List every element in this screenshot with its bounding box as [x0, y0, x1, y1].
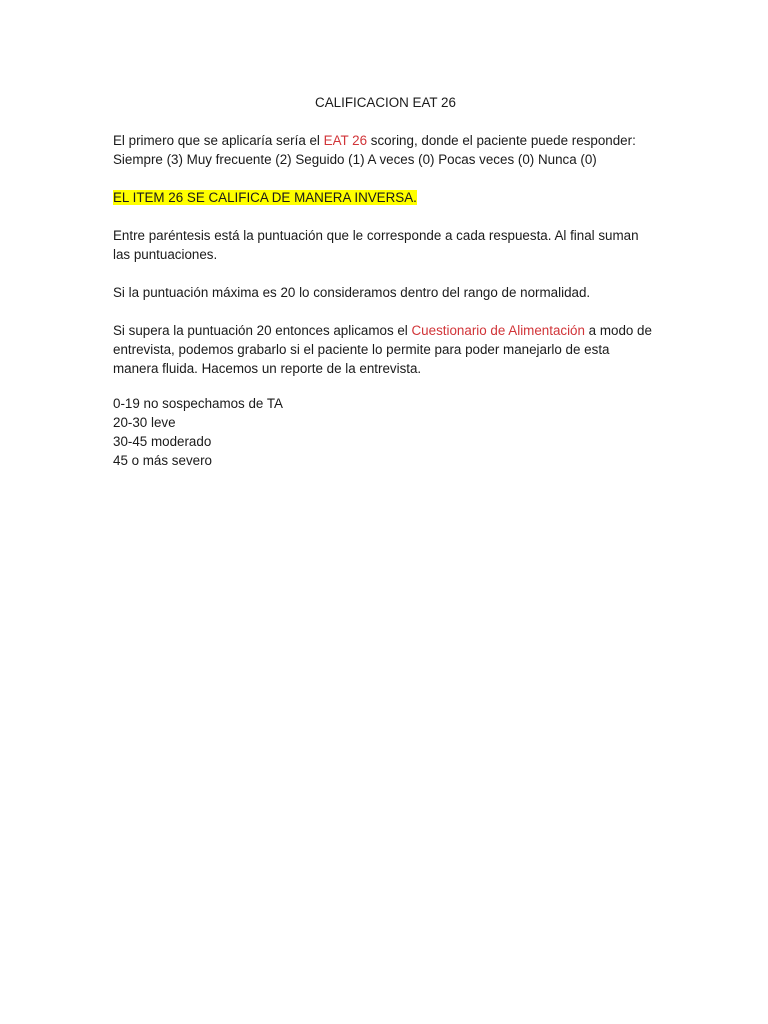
severity-scale-item: 20-30 leve — [113, 415, 176, 430]
eat26-link[interactable]: EAT 26 — [323, 133, 368, 148]
severity-scale-item: 0-19 no sospechamos de TA — [113, 396, 283, 411]
severity-scale-item: 45 o más severo — [113, 453, 212, 468]
paragraph-questionnaire — [113, 321, 658, 378]
document-title: CALIFICACION EAT 26 — [315, 95, 456, 110]
paragraph-text: a modo de entrevista, podemos grabarlo si el paciente lo permite para poder manejarlo de esta manera fluida. Hacemos un reporte de la entrevista. — [113, 323, 652, 376]
paragraph-text: El primero que se aplicaría sería el — [113, 133, 324, 148]
highlighted-note: EL ITEM 26 SE CALIFICA DE MANERA INVERSA. — [113, 190, 417, 205]
paragraph-normal-range: Si la puntuación máxima es 20 lo consideramos dentro del rango de normalidad. — [113, 285, 591, 300]
paragraph-scoring-explanation: Entre paréntesis está la puntuación que le corresponde a cada respuesta. Al final suman las puntuaciones. — [113, 228, 639, 262]
paragraph-text: Si supera la puntuación 20 entonces aplicamos el — [113, 323, 412, 338]
questionnaire-link[interactable]: Cuestionario de Alimentación — [411, 323, 585, 338]
paragraph-inverse-item — [113, 188, 658, 207]
paragraph-eat26-intro — [113, 131, 658, 169]
severity-scale-item: 30-45 moderado — [113, 434, 212, 449]
severity-scale-list — [113, 394, 658, 470]
document-body — [113, 93, 658, 470]
paragraph-text: scoring, donde el paciente puede responder: Siempre (3) Muy frecuente (2) Seguido (1) A veces (0) Pocas veces (0) Nunca (0) — [113, 133, 636, 167]
